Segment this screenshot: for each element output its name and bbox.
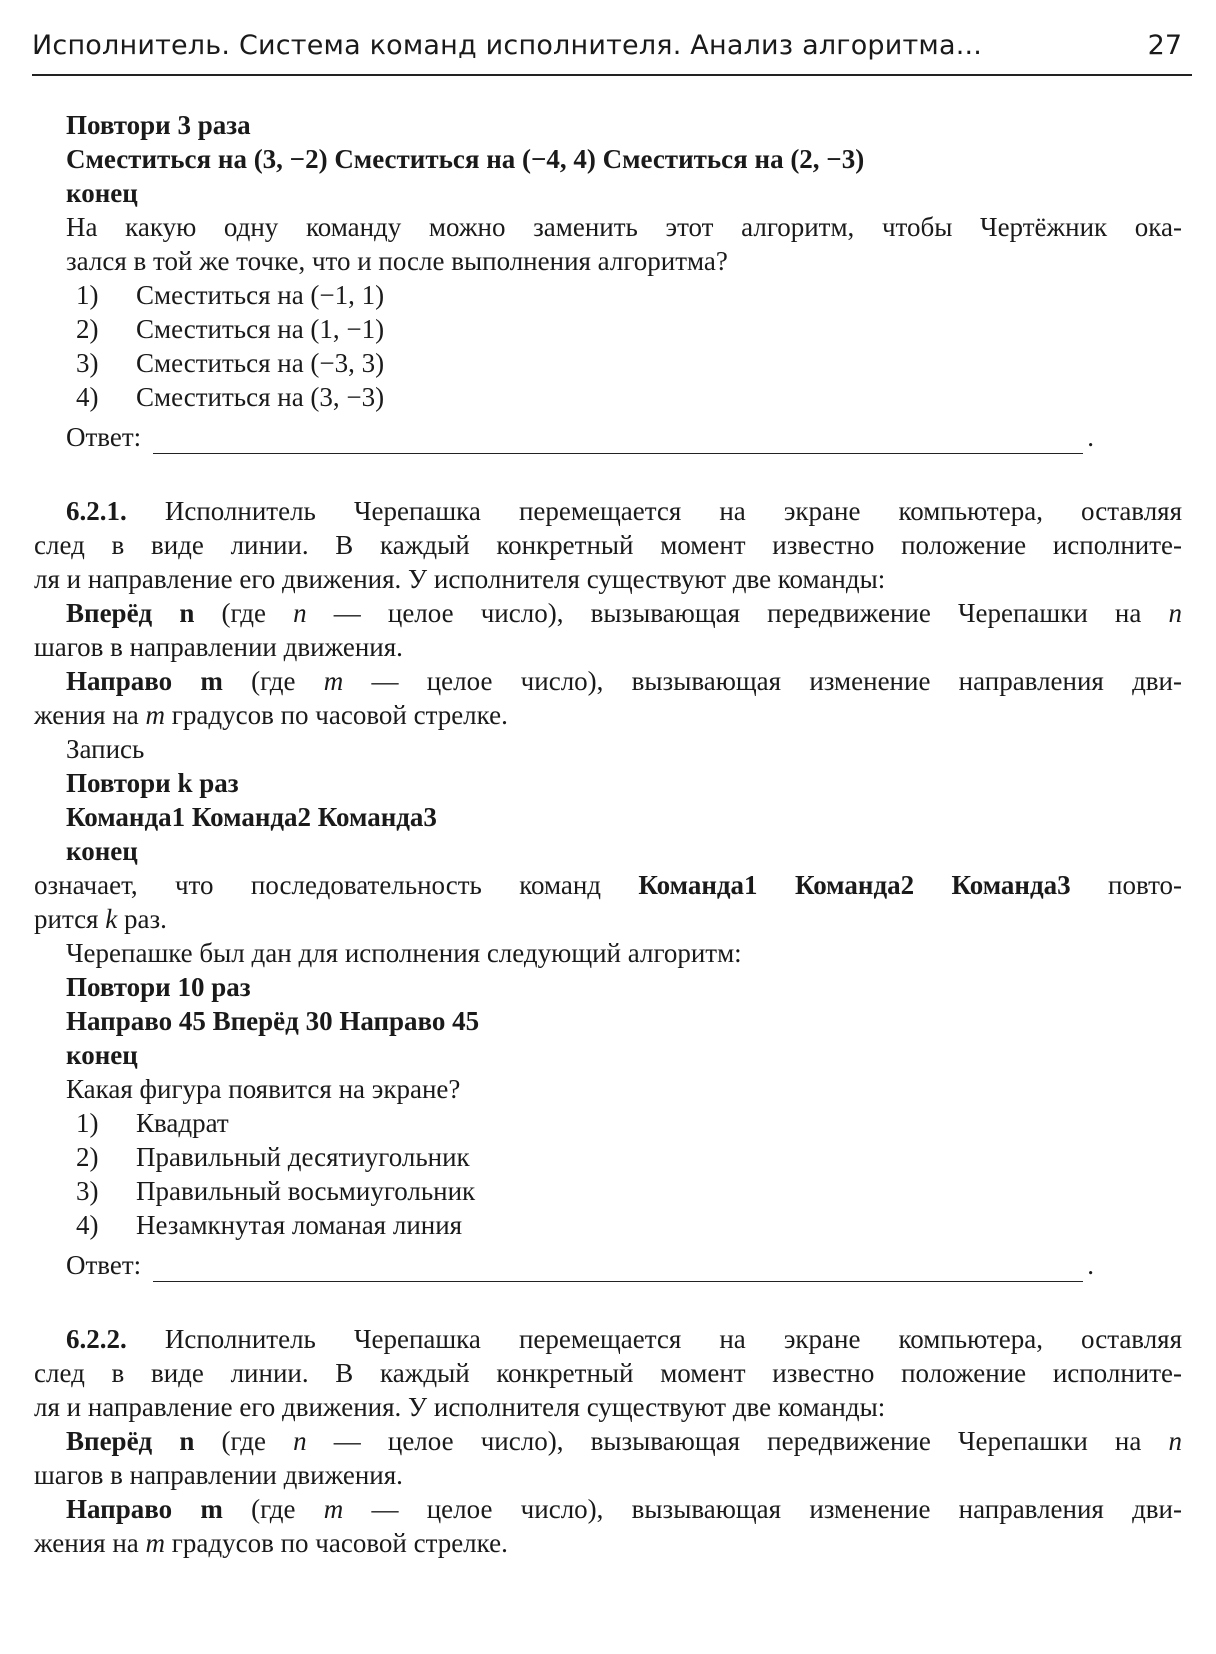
task-text: градусов по часовой стрелке. xyxy=(165,1528,508,1558)
variable: m xyxy=(145,700,166,730)
task-text: (где xyxy=(222,666,324,696)
algo-line: конец xyxy=(66,1040,138,1070)
option-text: Правильный десятиугольник xyxy=(136,1142,470,1172)
variable: n xyxy=(1168,1426,1182,1456)
option-number: 4) xyxy=(76,382,99,412)
algo-line: Команда1 Команда2 Команда3 xyxy=(66,802,437,832)
algo-line: Сместиться на (3, −2) Сместиться на (−4, 4) Сместиться на (2, −3) xyxy=(66,144,865,174)
command-description xyxy=(66,1492,1182,1526)
algo-line: конец xyxy=(66,836,138,866)
option-item xyxy=(66,1140,1182,1174)
answer-dot: . xyxy=(1087,422,1094,452)
option-number: 2) xyxy=(76,314,99,344)
task-text: (где xyxy=(194,1426,294,1456)
option-number: 1) xyxy=(76,1108,99,1138)
task-text: (где xyxy=(194,598,294,628)
page-header xyxy=(32,26,1192,76)
task-text: — целое число), вызывающая передвижение Черепашки на xyxy=(306,598,1169,628)
options-list xyxy=(66,278,1182,414)
option-text: Квадрат xyxy=(136,1108,229,1138)
task-text: означает, что последовательность команд xyxy=(34,870,639,900)
variable: m xyxy=(323,666,344,696)
task-paragraph xyxy=(66,1322,1182,1356)
task-text: раз. xyxy=(117,904,167,934)
task-text: Запись xyxy=(66,734,145,764)
task-text: шагов в направлении движения. xyxy=(34,632,403,662)
task-text: Исполнитель Черепашка перемещается на экране компьютера, оставляя xyxy=(164,496,1183,526)
task-text: — целое число), вызывающая изменение направления дви- xyxy=(343,666,1183,696)
option-number: 3) xyxy=(76,1176,99,1206)
option-text: Правильный восьмиугольник xyxy=(136,1176,476,1206)
task-text xyxy=(34,698,1182,732)
option-number: 2) xyxy=(76,1142,99,1172)
answer-label: Ответ: xyxy=(66,422,142,452)
task-text: след в виде линии. В каждый конкретный момент известно положение исполните- xyxy=(34,1358,1182,1388)
option-text: Сместиться на (1, −1) xyxy=(136,314,385,344)
task-text: (где xyxy=(222,1494,324,1524)
answer-row xyxy=(66,1248,1182,1282)
command-name: Направо m xyxy=(66,1494,223,1524)
option-text: Сместиться на (3, −3) xyxy=(136,382,385,412)
task-text xyxy=(34,1526,1182,1560)
question-text: зался в той же точке, что и после выполнения алгоритма? xyxy=(66,246,728,276)
task-text: ля и направление его движения. У исполнителя существуют две команды: xyxy=(34,1392,886,1422)
variable: m xyxy=(323,1494,344,1524)
command-description xyxy=(66,664,1182,698)
algo-line: Направо 45 Вперёд 30 Направо 45 xyxy=(66,1006,480,1036)
task-text: Исполнитель Черепашка перемещается на экране компьютера, оставляя xyxy=(164,1324,1183,1354)
task-text xyxy=(34,902,1182,936)
options-list xyxy=(66,1106,1182,1242)
page-content xyxy=(34,108,1183,1560)
command-name: Направо m xyxy=(66,666,223,696)
variable: n xyxy=(1168,598,1182,628)
option-item xyxy=(66,380,1182,414)
question-text: Какая фигура появится на экране? xyxy=(66,1074,461,1104)
variable: n xyxy=(293,598,307,628)
option-item xyxy=(66,1174,1182,1208)
option-number: 3) xyxy=(76,348,99,378)
command-name: Вперёд n xyxy=(66,598,195,628)
command-description xyxy=(66,596,1182,630)
task-text: градусов по часовой стрелке. xyxy=(165,700,508,730)
task-text: след в виде линии. В каждый конкретный момент известно положение исполните- xyxy=(34,530,1182,560)
task-text: Черепашке был дан для исполнения следующий алгоритм: xyxy=(66,938,742,968)
option-text: Незамкнутая ломаная линия xyxy=(136,1210,463,1240)
task-text: рится xyxy=(34,904,106,934)
option-item xyxy=(66,278,1182,312)
task-text: повто- xyxy=(1070,870,1182,900)
task-number: 6.2.2. xyxy=(66,1324,127,1354)
option-item xyxy=(66,346,1182,380)
algo-line: Повтори k раз xyxy=(66,768,239,798)
answer-label: Ответ: xyxy=(66,1250,142,1280)
page-number: 27 xyxy=(1147,30,1182,61)
question-text: На какую одну команду можно заменить этот алгоритм, чтобы Чертёжник ока- xyxy=(66,212,1182,242)
option-item xyxy=(66,1208,1182,1242)
command-name: Вперёд n xyxy=(66,1426,195,1456)
command-name: Команда1 Команда2 Команда3 xyxy=(638,870,1071,900)
algo-line: Повтори 10 раз xyxy=(66,972,251,1002)
task-text: шагов в направлении движения. xyxy=(34,1460,403,1490)
option-text: Сместиться на (−3, 3) xyxy=(136,348,385,378)
answer-field[interactable] xyxy=(153,1255,1083,1282)
command-description xyxy=(66,1424,1182,1458)
task-text: ля и направление его движения. У исполнителя существуют две команды: xyxy=(34,564,886,594)
option-item xyxy=(66,1106,1182,1140)
task-number: 6.2.1. xyxy=(66,496,127,526)
algo-line: конец xyxy=(66,178,138,208)
task-text xyxy=(34,868,1182,902)
option-item xyxy=(66,312,1182,346)
option-text: Сместиться на (−1, 1) xyxy=(136,280,385,310)
option-number: 1) xyxy=(76,280,99,310)
task-paragraph xyxy=(66,494,1182,528)
algo-line: Повтори 3 раза xyxy=(66,110,251,140)
task-text: жения на xyxy=(34,700,146,730)
option-number: 4) xyxy=(76,1210,99,1240)
answer-dot: . xyxy=(1087,1250,1094,1280)
variable: m xyxy=(145,1528,166,1558)
answer-field[interactable] xyxy=(153,427,1083,454)
answer-row xyxy=(66,420,1182,454)
task-text: жения на xyxy=(34,1528,146,1558)
variable: n xyxy=(293,1426,307,1456)
variable: k xyxy=(105,904,118,934)
task-text: — целое число), вызывающая передвижение Черепашки на xyxy=(306,1426,1169,1456)
task-text: — целое число), вызывающая изменение направления дви- xyxy=(343,1494,1183,1524)
header-title: Исполнитель. Система команд исполнителя. Анализ алгоритма... xyxy=(32,30,983,61)
